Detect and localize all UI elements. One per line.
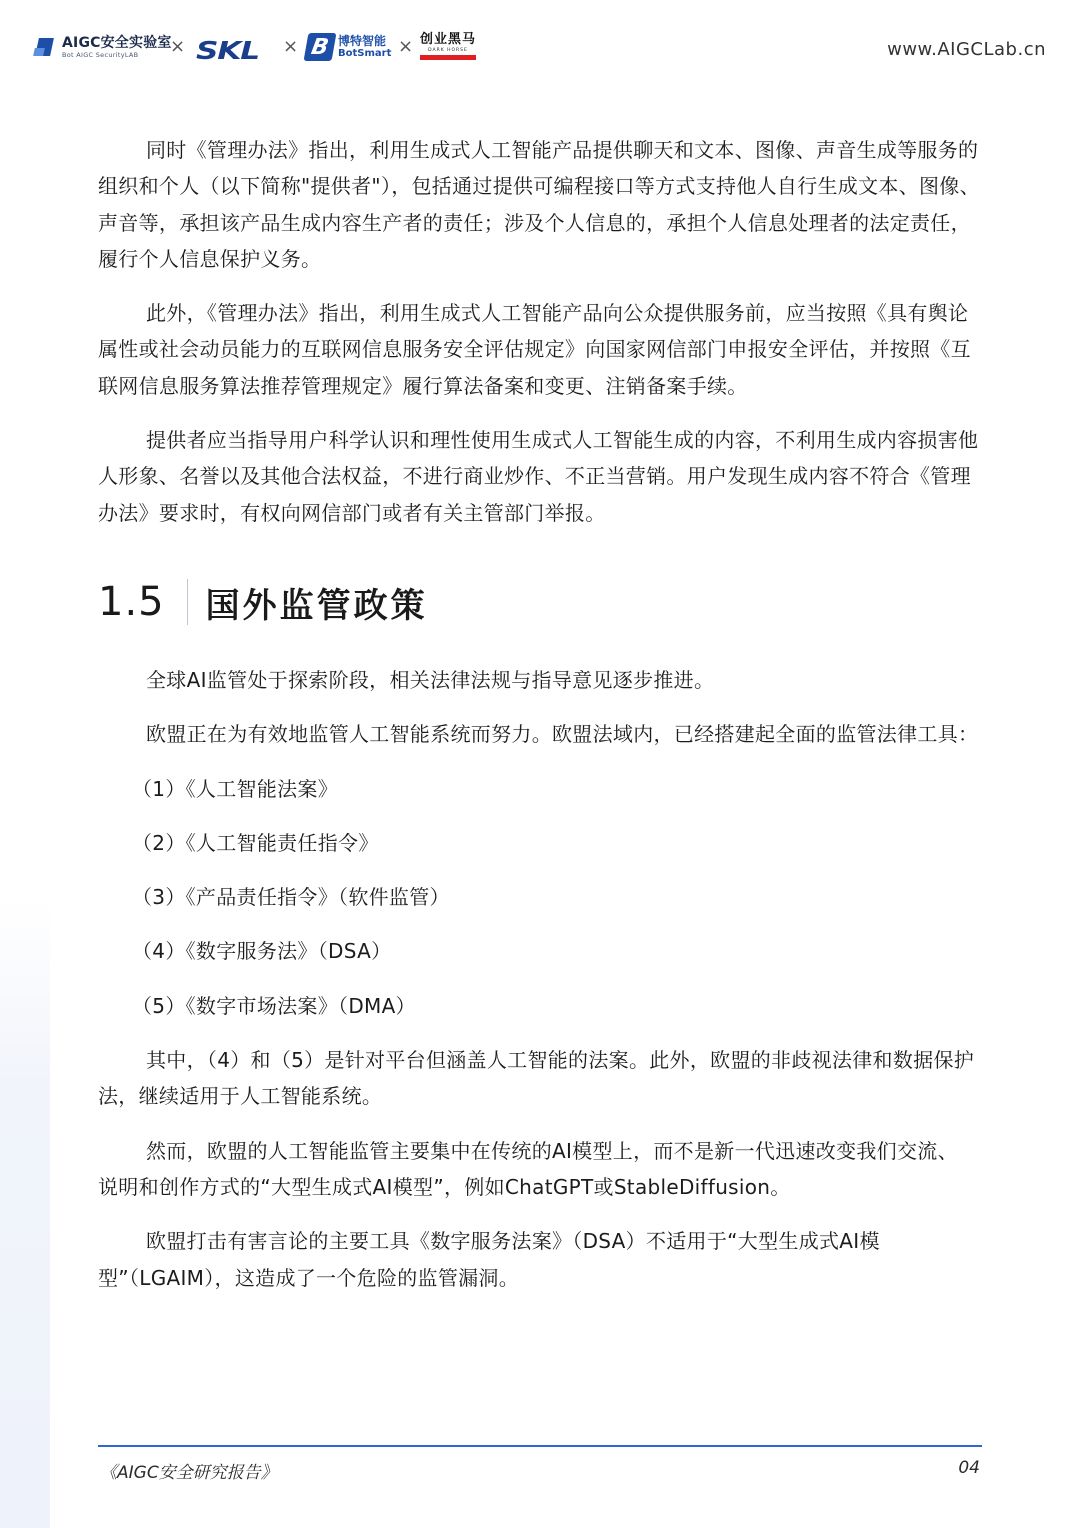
- paragraph: 欧盟打击有害言论的主要工具《数字服务法案》（DSA）不适用于“大型生成式AI模型”（LGAIM），这造成了一个危险的监管漏洞。: [98, 1229, 880, 1290]
- skl-logo-text: SKL: [196, 36, 259, 65]
- list-item: （3）《产品责任指令》（软件监管）: [132, 885, 450, 910]
- paragraph: 同时《管理办法》指出，利用生成式人工智能产品提供聊天和文本、图像、声音生成等服务的组织和个人（以下简称"提供者"），包括通过提供可编程接口等方式支持他人自行生成文本、图像、声音等，承担该产品生成内容生产者的责任；涉及个人信息的，承担个人信息处理者的法定责任，履行个人信息保护义务。: [98, 138, 980, 271]
- dark-horse-logo-cn: 创业黑马: [420, 32, 477, 47]
- page-header: [0, 0, 1080, 100]
- list-item: （5）《数字市场法案》（DMA）: [132, 993, 416, 1018]
- footer-divider: [98, 1445, 982, 1447]
- collab-separator-icon: ×: [283, 36, 299, 57]
- list-item: （1）《人工智能法案》: [132, 776, 339, 801]
- aigc-lab-logo-icon: [34, 36, 58, 58]
- paragraph: 然而，欧盟的人工智能监管主要集中在传统的AI模型上，而不是新一代迅速改变我们交流、说明和创作方式的“大型生成式AI模型”，例如ChatGPT或StableDiffusion。: [98, 1138, 958, 1199]
- collab-separator-icon: ×: [398, 36, 414, 57]
- paragraph: 此外，《管理办法》指出，利用生成式人工智能产品向公众提供服务前，应当按照《具有舆论属性或社会动员能力的互联网信息服务安全评估规定》向国家网信部门申报安全评估，并按照《互联网信息服务算法推荐管理规定》履行算法备案和变更、注销备案手续。: [98, 301, 971, 398]
- side-shade: [0, 900, 50, 1528]
- page-number: 04: [958, 1458, 980, 1478]
- footer-report-title: 《AIGC安全研究报告》: [100, 1463, 278, 1483]
- section-title: 国外监管政策: [205, 585, 428, 626]
- paragraph: 提供者应当指导用户科学认识和理性使用生成式人工智能生成的内容，不利用生成内容损害他人形象、名誉以及其他合法权益，不进行商业炒作、不正当营销。用户发现生成内容不符合《管理办法》要求时，有权向网信部门或者有关主管部门举报。: [98, 428, 979, 525]
- dark-horse-logo-bar: [420, 55, 476, 60]
- section-number: 1.5: [98, 579, 165, 625]
- list-item: （2）《人工智能责任指令》: [132, 830, 379, 855]
- aigc-lab-logo: [34, 36, 172, 59]
- body-top: [98, 132, 982, 531]
- botsmart-logo: [306, 33, 391, 61]
- paragraph: 欧盟正在为有效地监管人工智能系统而努力。欧盟法域内，已经搭建起全面的监管法律工具：: [146, 722, 979, 747]
- aigc-lab-logo-text: AIGC安全实验室: [62, 35, 172, 51]
- skl-logo: [196, 36, 259, 65]
- botsmart-logo-icon: B: [304, 33, 337, 61]
- list-item: （4）《数字服务法》（DSA）: [132, 939, 392, 964]
- dark-horse-logo-en: DARK HORSE: [428, 48, 468, 54]
- collab-separator-icon: ×: [170, 36, 186, 57]
- botsmart-logo-cn: 博特智能: [338, 33, 387, 48]
- aigc-lab-logo-subtext: Bot AIGC SecurityLAB: [62, 51, 139, 59]
- dark-horse-logo: [420, 33, 476, 60]
- body-bottom: [98, 662, 1008, 1296]
- site-url: www.AIGCLab.cn: [887, 39, 1046, 60]
- section-divider: [187, 579, 188, 625]
- paragraph: 其中，（4）和（5）是针对平台但涵盖人工智能的法案。此外，欧盟的非歧视法律和数据保护法，继续适用于人工智能系统。: [98, 1048, 975, 1109]
- section-heading: [98, 572, 428, 632]
- botsmart-logo-en: BotSmart: [338, 48, 392, 60]
- paragraph: 全球AI监管处于探索阶段，相关法律法规与指导意见逐步推进。: [146, 668, 715, 692]
